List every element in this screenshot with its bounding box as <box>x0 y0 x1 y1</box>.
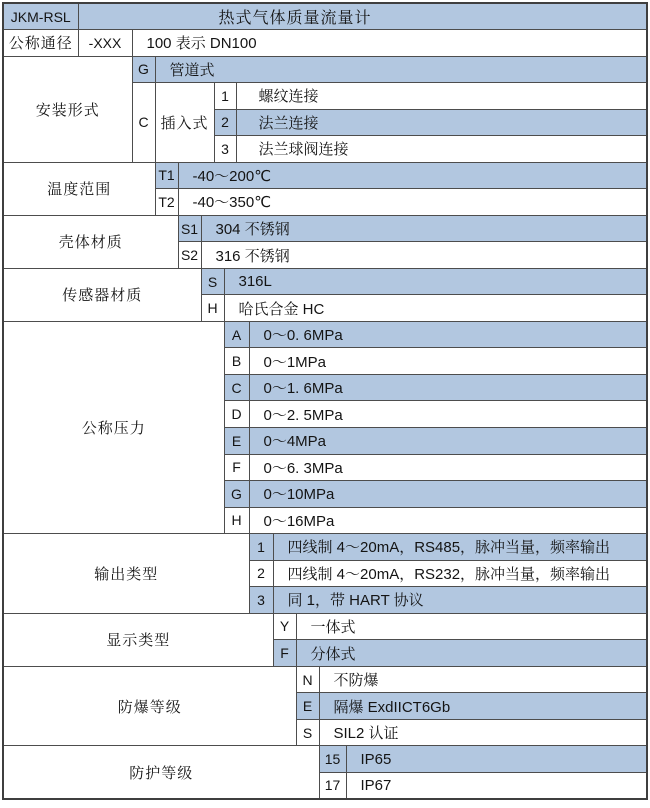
option-code: 2 <box>249 560 273 587</box>
option-value: 0～16MPa <box>249 507 647 534</box>
option-code: 17 <box>319 772 346 799</box>
option-value: IP65 <box>346 746 647 773</box>
option-code: N <box>296 666 319 693</box>
option-code: B <box>224 348 249 375</box>
option-code: F <box>273 640 296 667</box>
option-code: 3 <box>249 587 273 614</box>
section-label-explosion-proof: 防爆等级 <box>3 666 296 746</box>
option-value: 螺纹连接 <box>236 83 647 110</box>
option-value: 四线制 4～20mA，RS485，脉冲当量，频率输出 <box>273 534 647 561</box>
option-value: -40～350℃ <box>178 189 647 216</box>
option-value: 0～2. 5MPa <box>249 401 647 428</box>
option-value: 316L <box>224 268 647 295</box>
section-label-protection-rating: 防护等级 <box>3 746 319 799</box>
option-code: A <box>224 321 249 348</box>
section-label-nominal-diameter: 公称通径 <box>3 30 78 57</box>
option-value: -40～200℃ <box>178 162 647 189</box>
option-value: 法兰连接 <box>236 109 647 136</box>
option-code: 15 <box>319 746 346 773</box>
option-value: SIL2 认证 <box>319 719 647 746</box>
option-value: 分体式 <box>296 640 647 667</box>
option-code: G <box>132 56 155 83</box>
option-code: S2 <box>178 242 201 269</box>
option-code: G <box>224 481 249 508</box>
model-selection-table <box>2 2 648 800</box>
option-value: 法兰球阀连接 <box>236 136 647 163</box>
option-code: E <box>224 428 249 455</box>
section-label-output-type: 输出类型 <box>3 534 249 614</box>
section-label-installation: 安装形式 <box>3 56 132 162</box>
option-value: 一体式 <box>296 613 647 640</box>
option-value: 316 不锈钢 <box>201 242 647 269</box>
option-value: 0～10MPa <box>249 481 647 508</box>
option-value: 哈氏合金 HC <box>224 295 647 322</box>
option-code: 2 <box>214 109 236 136</box>
option-value: 不防爆 <box>319 666 647 693</box>
option-value: 四线制 4～20mA，RS232，脉冲当量，频率输出 <box>273 560 647 587</box>
option-code: C <box>132 83 155 163</box>
option-code: S1 <box>178 215 201 242</box>
option-code: 1 <box>214 83 236 110</box>
option-code: H <box>201 295 224 322</box>
option-code: F <box>224 454 249 481</box>
option-code: S <box>296 719 319 746</box>
option-code: T2 <box>155 189 178 216</box>
section-label-display-type: 显示类型 <box>3 613 273 666</box>
diameter-code: -XXX <box>78 30 132 57</box>
option-code: S <box>201 268 224 295</box>
option-value: 0～1MPa <box>249 348 647 375</box>
option-value: 0～0. 6MPa <box>249 321 647 348</box>
section-label-housing-material: 壳体材质 <box>3 215 178 268</box>
option-value: 同 1，带 HART 协议 <box>273 587 647 614</box>
option-code: C <box>224 374 249 401</box>
option-value: 0～6. 3MPa <box>249 454 647 481</box>
section-label-temperature-range: 温度范围 <box>3 162 155 215</box>
option-value: 0～4MPa <box>249 428 647 455</box>
option-value: 0～1. 6MPa <box>249 374 647 401</box>
option-code: 3 <box>214 136 236 163</box>
insertion-sublabel: 插入式 <box>155 83 214 163</box>
diameter-desc: 100 表示 DN100 <box>132 30 647 57</box>
section-label-nominal-pressure: 公称压力 <box>3 321 224 533</box>
option-value: IP67 <box>346 772 647 799</box>
option-code: H <box>224 507 249 534</box>
option-code: 1 <box>249 534 273 561</box>
section-label-sensor-material: 传感器材质 <box>3 268 201 321</box>
product-title: 热式气体质量流量计 <box>78 3 647 30</box>
option-value: 隔爆 ExdIICT6Gb <box>319 693 647 720</box>
option-code: Y <box>273 613 296 640</box>
model-code-cell: JKM-RSL <box>3 3 78 30</box>
option-code: T1 <box>155 162 178 189</box>
option-value: 304 不锈钢 <box>201 215 647 242</box>
option-value: 管道式 <box>155 56 647 83</box>
option-code: D <box>224 401 249 428</box>
option-code: E <box>296 693 319 720</box>
